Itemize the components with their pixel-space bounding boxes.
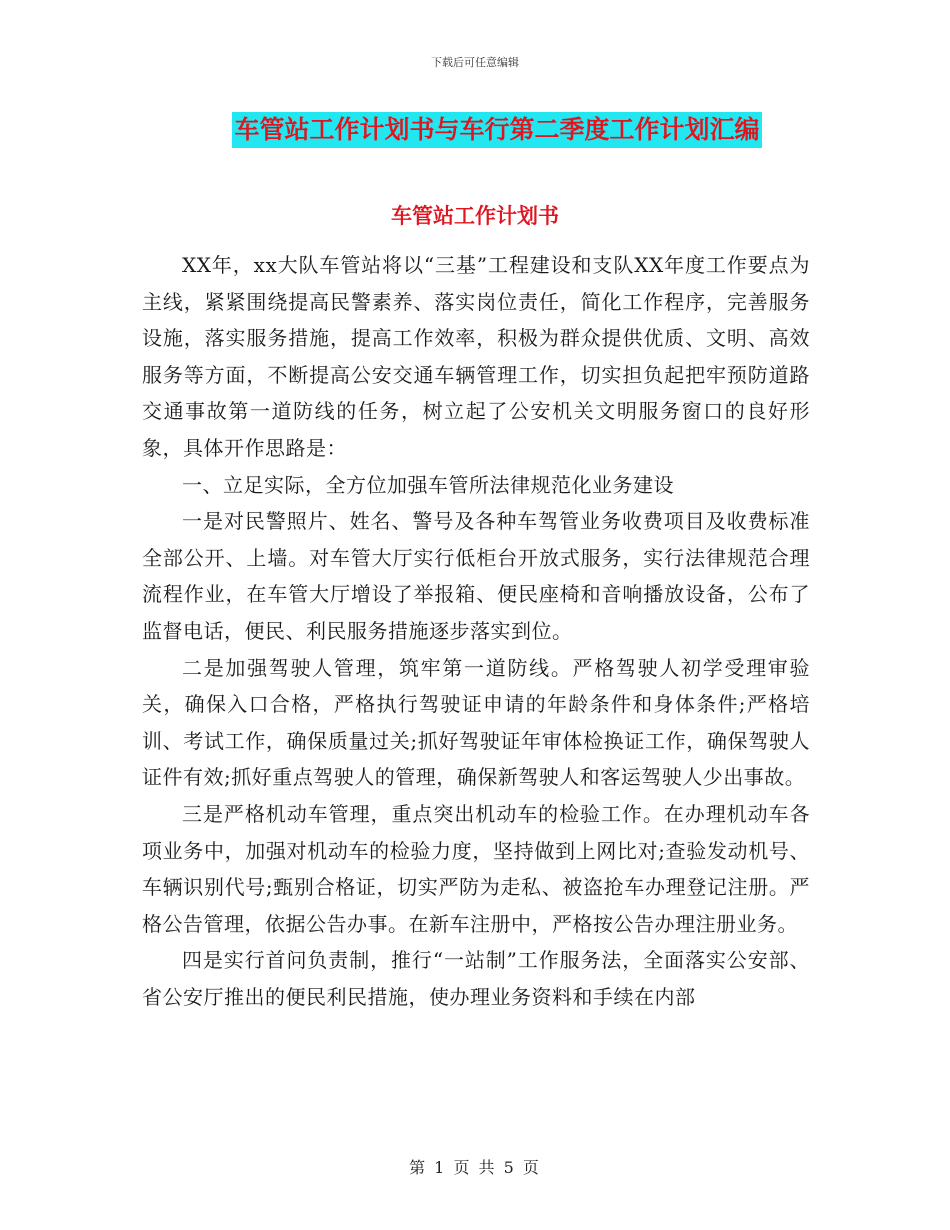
paragraph: 三是严格机动车管理，重点突出机动车的检验工作。在办理机动车各项业务中，加强对机动车的检验力度，坚持做到上网比对;查验发动机号、车辆识别代号;甄别合格证，切实严防为走私、被盗抢车办理登记注册。严格公告管理，依据公告办事。在新车注册中，严格按公告办理注册业务。 xyxy=(142,801,810,936)
paragraph: 一是对民警照片、姓名、警号及各种车驾管业务收费项目及收费标准全部公开、上墙。对车管大厅实行低柜台开放式服务，实行法律规范合理流程作业，在车管大厅增设了举报箱、便民座椅和音响播放设备，公布了监督电话，便民、利民服务措施逐步落实到位。 xyxy=(142,509,810,643)
paragraph: XX年，xx大队车管站将以“三基”工程建设和支队XX年度工作要点为主线，紧紧围绕提高民警素养、落实岗位责任，简化工作程序，完善服务设施，落实服务措施，提高工作效率，积极为群众提供优质、文明、高效服务等方面，不断提高公安交通车辆管理工作，切实担负起把牢预防道路交通事故第一道防线的任务，树立起了公安机关文明服务窗口的良好形象，具体开作思路是： xyxy=(142,253,810,460)
document-body xyxy=(142,247,810,1015)
page-footer: 第 1 页 共 5 页 xyxy=(409,1158,541,1177)
paragraph: 四是实行首问负责制，推行“一站制”工作服务法，全面落实公安部、省公安厅推出的便民利民措施，使办理业务资料和手续在内部 xyxy=(142,948,810,1009)
paragraph: 一、立足实际，全方位加强车管所法律规范化业务建设 xyxy=(182,472,674,497)
section-title: 车管站工作计划书 xyxy=(391,204,559,228)
paragraph: 二是加强驾驶人管理，筑牢第一道防线。严格驾驶人初学受理审验关，确保入口合格，严格执行驾驶证申请的年龄条件和身体条件;严格培训、考试工作，确保质量过关;抓好驾驶证年审体检换证工作，确保驾驶人证件有效;抓好重点驾驶人的管理，确保新驾驶人和客运驾驶人少出事故。 xyxy=(142,655,810,790)
main-title: 车管站工作计划书与车行第二季度工作计划汇编 xyxy=(232,112,761,148)
main-title-container xyxy=(0,112,950,148)
header-note: 下载后可任意编辑 xyxy=(431,56,519,69)
